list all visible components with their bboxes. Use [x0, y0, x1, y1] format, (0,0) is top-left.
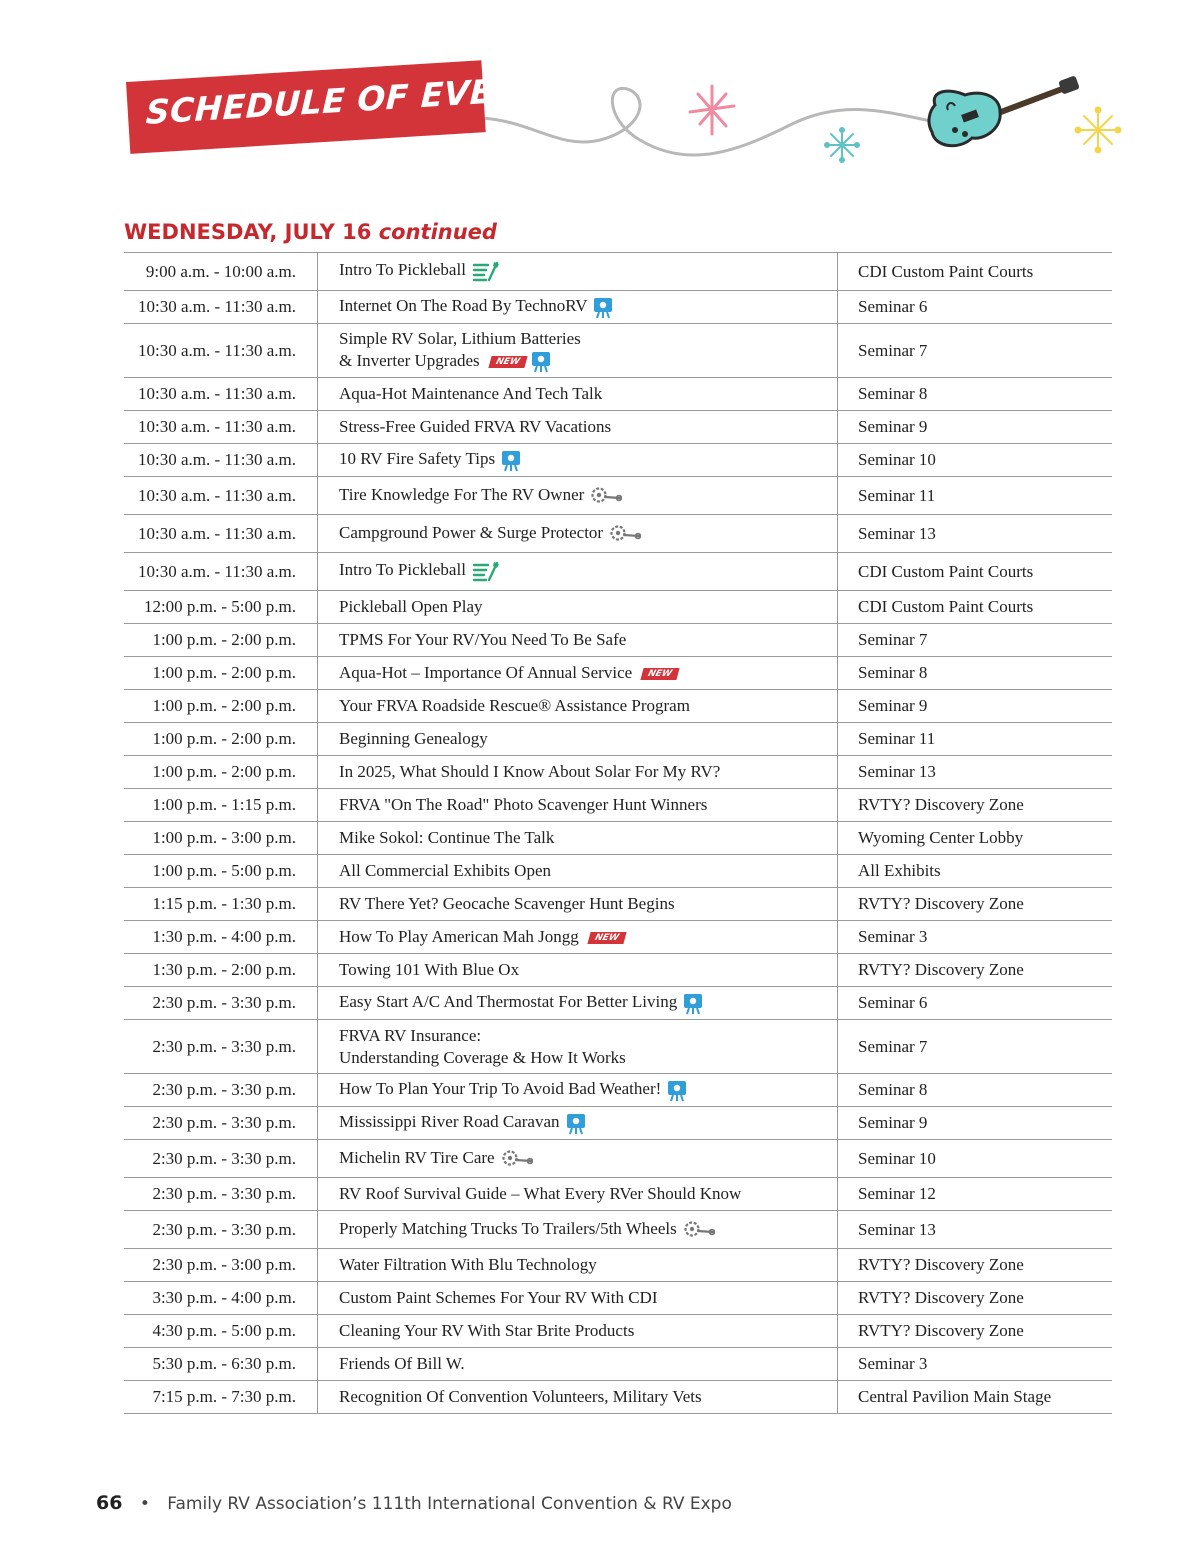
event-title-cell — [318, 723, 838, 756]
event-title-cell — [318, 378, 838, 411]
schedule-row — [124, 921, 1112, 954]
event-title-cell — [318, 888, 838, 921]
page-title: SCHEDULE OF EVENTS — [145, 66, 569, 132]
event-location: RVTY? Discovery Zone — [838, 954, 1113, 987]
event-title: Aqua-Hot Maintenance And Tech Talk — [339, 384, 603, 403]
schedule-row — [124, 477, 1112, 515]
event-title-cell — [318, 444, 838, 477]
event-time: 2:30 p.m. - 3:30 p.m. — [124, 1107, 318, 1140]
schedule-row — [124, 954, 1112, 987]
event-title-cell — [318, 624, 838, 657]
event-title-cell — [318, 1282, 838, 1315]
pickleball-icon — [472, 560, 500, 584]
schedule-row — [124, 1348, 1112, 1381]
tech-icon — [501, 1148, 533, 1170]
event-title-cell — [318, 1074, 838, 1107]
event-location: Wyoming Center Lobby — [838, 822, 1113, 855]
tech-icon — [683, 1219, 715, 1241]
event-location: Seminar 8 — [838, 657, 1113, 690]
schedule-row — [124, 1020, 1112, 1074]
event-time: 9:00 a.m. - 10:00 a.m. — [124, 253, 318, 291]
event-time: 10:30 a.m. - 11:30 a.m. — [124, 477, 318, 515]
event-title: Aqua-Hot – Importance Of Annual Service — [339, 663, 633, 682]
event-location: CDI Custom Paint Courts — [838, 591, 1113, 624]
event-time: 10:30 a.m. - 11:30 a.m. — [124, 291, 318, 324]
event-title-cell — [318, 987, 838, 1020]
event-location: All Exhibits — [838, 855, 1113, 888]
event-location: Seminar 12 — [838, 1178, 1113, 1211]
event-title-cell — [318, 553, 838, 591]
event-location: Seminar 9 — [838, 690, 1113, 723]
schedule-row — [124, 291, 1112, 324]
schedule-row — [124, 624, 1112, 657]
schedule-row — [124, 444, 1112, 477]
event-title-cell — [318, 921, 838, 954]
event-location: Seminar 13 — [838, 1211, 1113, 1249]
event-title-cell — [318, 1140, 838, 1178]
schedule-row — [124, 987, 1112, 1020]
event-time: 1:00 p.m. - 2:00 p.m. — [124, 756, 318, 789]
schedule-body — [124, 253, 1112, 1414]
footer-text: Family RV Association’s 111th International Convention & RV Expo — [167, 1494, 732, 1514]
event-title-cell — [318, 411, 838, 444]
event-time: 7:15 p.m. - 7:30 p.m. — [124, 1381, 318, 1414]
event-title-cell — [318, 657, 838, 690]
teal-sparkle-icon — [825, 128, 859, 162]
event-location: Seminar 10 — [838, 444, 1113, 477]
event-title: Intro To Pickleball — [339, 260, 466, 280]
event-location: CDI Custom Paint Courts — [838, 253, 1113, 291]
event-location: RVTY? Discovery Zone — [838, 888, 1113, 921]
event-time: 1:00 p.m. - 5:00 p.m. — [124, 855, 318, 888]
event-location: Seminar 7 — [838, 324, 1113, 378]
page-number: 66 — [96, 1492, 123, 1514]
event-title-cell — [318, 291, 838, 324]
event-location: Seminar 9 — [838, 1107, 1113, 1140]
event-location: Seminar 7 — [838, 1020, 1113, 1074]
pickleball-icon — [472, 260, 500, 284]
event-location: RVTY? Discovery Zone — [838, 789, 1113, 822]
schedule-row — [124, 253, 1112, 291]
event-location: Seminar 6 — [838, 987, 1113, 1020]
event-title: FRVA RV Insurance: — [339, 1025, 482, 1045]
schedule-row — [124, 515, 1112, 553]
event-title: Recognition Of Convention Volunteers, Military Vets — [339, 1387, 702, 1406]
schedule-row — [124, 1074, 1112, 1107]
event-time: 1:15 p.m. - 1:30 p.m. — [124, 888, 318, 921]
event-location: Seminar 11 — [838, 723, 1113, 756]
event-location: Seminar 6 — [838, 291, 1113, 324]
schedule-row — [124, 411, 1112, 444]
event-time: 1:00 p.m. - 2:00 p.m. — [124, 690, 318, 723]
schedule-row — [124, 324, 1112, 378]
event-title-cell — [318, 1178, 838, 1211]
event-title-cell — [318, 515, 838, 553]
event-title: RV Roof Survival Guide – What Every RVer Should Know — [339, 1184, 742, 1203]
schedule-row — [124, 723, 1112, 756]
schedule-row — [124, 855, 1112, 888]
event-location: Seminar 8 — [838, 378, 1113, 411]
schedule-row — [124, 789, 1112, 822]
event-location: Seminar 10 — [838, 1140, 1113, 1178]
schedule-row — [124, 1107, 1112, 1140]
day-heading — [124, 220, 497, 244]
seminar-icon — [566, 1113, 586, 1135]
event-title-cell — [318, 1020, 838, 1074]
event-title: & Inverter Upgrades — [339, 350, 480, 370]
event-location: Seminar 11 — [838, 477, 1113, 515]
event-title: Stress-Free Guided FRVA RV Vacations — [339, 417, 612, 436]
event-title-cell — [318, 855, 838, 888]
schedule-row — [124, 1211, 1112, 1249]
event-time: 10:30 a.m. - 11:30 a.m. — [124, 553, 318, 591]
event-location: Seminar 8 — [838, 1074, 1113, 1107]
event-title: TPMS For Your RV/You Need To Be Safe — [339, 630, 627, 649]
event-location: Seminar 9 — [838, 411, 1113, 444]
pink-star-icon — [690, 86, 734, 134]
event-location: Seminar 3 — [838, 921, 1113, 954]
new-badge: NEW — [641, 668, 680, 680]
event-title-cell — [318, 954, 838, 987]
event-title-cell — [318, 477, 838, 515]
event-title: All Commercial Exhibits Open — [339, 861, 551, 880]
event-title: Internet On The Road By TechnoRV — [339, 296, 588, 316]
event-title: Tire Knowledge For The RV Owner — [339, 484, 585, 504]
event-title-cell — [318, 1107, 838, 1140]
event-title-cell — [318, 1249, 838, 1282]
schedule-row — [124, 1140, 1112, 1178]
day-suffix: continued — [378, 220, 497, 244]
event-title-cell — [318, 324, 838, 378]
seminar-icon — [501, 450, 521, 472]
event-time: 10:30 a.m. - 11:30 a.m. — [124, 515, 318, 553]
event-title: Friends Of Bill W. — [339, 1354, 465, 1373]
event-title: Water Filtration With Blu Technology — [339, 1255, 597, 1274]
event-location: RVTY? Discovery Zone — [838, 1282, 1113, 1315]
event-title-cell — [318, 1348, 838, 1381]
event-title: Your FRVA Roadside Rescue® Assistance Program — [339, 696, 690, 715]
event-title: Understanding Coverage & How It Works — [339, 1047, 626, 1067]
guitar-icon — [929, 75, 1080, 145]
event-title: How To Plan Your Trip To Avoid Bad Weather! — [339, 1079, 662, 1099]
event-title-cell — [318, 690, 838, 723]
event-title: Mike Sokol: Continue The Talk — [339, 828, 555, 847]
event-location: Seminar 7 — [838, 624, 1113, 657]
schedule-table — [124, 252, 1112, 1414]
day-label: WEDNESDAY, JULY 16 — [124, 220, 372, 244]
schedule-row — [124, 1249, 1112, 1282]
event-title-cell — [318, 1381, 838, 1414]
event-time: 2:30 p.m. - 3:30 p.m. — [124, 987, 318, 1020]
schedule-row — [124, 378, 1112, 411]
event-location: Seminar 13 — [838, 756, 1113, 789]
event-title: Simple RV Solar, Lithium Batteries — [339, 328, 581, 348]
event-title-cell — [318, 1211, 838, 1249]
seminar-icon — [683, 993, 703, 1015]
schedule-row — [124, 1282, 1112, 1315]
event-time: 2:30 p.m. - 3:30 p.m. — [124, 1020, 318, 1074]
yellow-sparkle-icon — [1076, 108, 1121, 153]
event-time: 10:30 a.m. - 11:30 a.m. — [124, 411, 318, 444]
schedule-row — [124, 690, 1112, 723]
event-title: RV There Yet? Geocache Scavenger Hunt Begins — [339, 894, 675, 913]
event-time: 3:30 p.m. - 4:00 p.m. — [124, 1282, 318, 1315]
event-title: Pickleball Open Play — [339, 597, 483, 616]
seminar-icon — [531, 351, 551, 373]
event-title: Properly Matching Trucks To Trailers/5th Wheels — [339, 1218, 677, 1238]
event-time: 1:30 p.m. - 4:00 p.m. — [124, 921, 318, 954]
event-location: CDI Custom Paint Courts — [838, 553, 1113, 591]
footer-separator: • — [139, 1494, 150, 1514]
event-time: 2:30 p.m. - 3:30 p.m. — [124, 1140, 318, 1178]
event-time: 1:00 p.m. - 1:15 p.m. — [124, 789, 318, 822]
new-badge: NEW — [587, 932, 626, 944]
event-title: Custom Paint Schemes For Your RV With CDI — [339, 1288, 658, 1307]
event-title: Towing 101 With Blue Ox — [339, 960, 520, 979]
event-title: In 2025, What Should I Know About Solar For My RV? — [339, 762, 721, 781]
event-title: Michelin RV Tire Care — [339, 1147, 495, 1167]
schedule-row — [124, 756, 1112, 789]
event-title-cell — [318, 756, 838, 789]
event-time: 1:00 p.m. - 2:00 p.m. — [124, 624, 318, 657]
schedule-row — [124, 1178, 1112, 1211]
schedule-row — [124, 591, 1112, 624]
event-title: How To Play American Mah Jongg — [339, 927, 579, 946]
event-title: Easy Start A/C And Thermostat For Better Living — [339, 992, 678, 1012]
event-location: Seminar 13 — [838, 515, 1113, 553]
event-title-cell — [318, 591, 838, 624]
event-location: Seminar 3 — [838, 1348, 1113, 1381]
schedule-row — [124, 553, 1112, 591]
event-time: 4:30 p.m. - 5:00 p.m. — [124, 1315, 318, 1348]
event-time: 2:30 p.m. - 3:30 p.m. — [124, 1178, 318, 1211]
event-time: 1:30 p.m. - 2:00 p.m. — [124, 954, 318, 987]
event-time: 2:30 p.m. - 3:30 p.m. — [124, 1074, 318, 1107]
event-title-cell — [318, 822, 838, 855]
event-time: 2:30 p.m. - 3:30 p.m. — [124, 1211, 318, 1249]
event-title-cell — [318, 789, 838, 822]
event-time: 2:30 p.m. - 3:00 p.m. — [124, 1249, 318, 1282]
schedule-row — [124, 888, 1112, 921]
event-location: RVTY? Discovery Zone — [838, 1315, 1113, 1348]
schedule-row — [124, 657, 1112, 690]
tech-icon — [609, 523, 641, 545]
seminar-icon — [667, 1080, 687, 1102]
event-time: 10:30 a.m. - 11:30 a.m. — [124, 378, 318, 411]
schedule-row — [124, 822, 1112, 855]
event-title: 10 RV Fire Safety Tips — [339, 449, 496, 469]
event-location: RVTY? Discovery Zone — [838, 1249, 1113, 1282]
event-time: 1:00 p.m. - 2:00 p.m. — [124, 657, 318, 690]
new-badge: NEW — [488, 356, 527, 368]
schedule-row — [124, 1381, 1112, 1414]
event-location: Central Pavilion Main Stage — [838, 1381, 1113, 1414]
event-time: 12:00 p.m. - 5:00 p.m. — [124, 591, 318, 624]
page-footer — [96, 1492, 732, 1514]
seminar-icon — [593, 297, 613, 319]
event-title: Intro To Pickleball — [339, 560, 466, 580]
event-title-cell — [318, 253, 838, 291]
event-title-cell — [318, 1315, 838, 1348]
schedule-row — [124, 1315, 1112, 1348]
event-title: FRVA "On The Road" Photo Scavenger Hunt Winners — [339, 795, 708, 814]
event-time: 5:30 p.m. - 6:30 p.m. — [124, 1348, 318, 1381]
tech-icon — [590, 485, 622, 507]
event-title: Beginning Genealogy — [339, 729, 488, 748]
event-time: 10:30 a.m. - 11:30 a.m. — [124, 324, 318, 378]
event-time: 10:30 a.m. - 11:30 a.m. — [124, 444, 318, 477]
event-title: Mississippi River Road Caravan — [339, 1112, 560, 1132]
event-time: 1:00 p.m. - 3:00 p.m. — [124, 822, 318, 855]
event-time: 1:00 p.m. - 2:00 p.m. — [124, 723, 318, 756]
event-title: Campground Power & Surge Protector — [339, 522, 604, 542]
event-title: Cleaning Your RV With Star Brite Products — [339, 1321, 635, 1340]
